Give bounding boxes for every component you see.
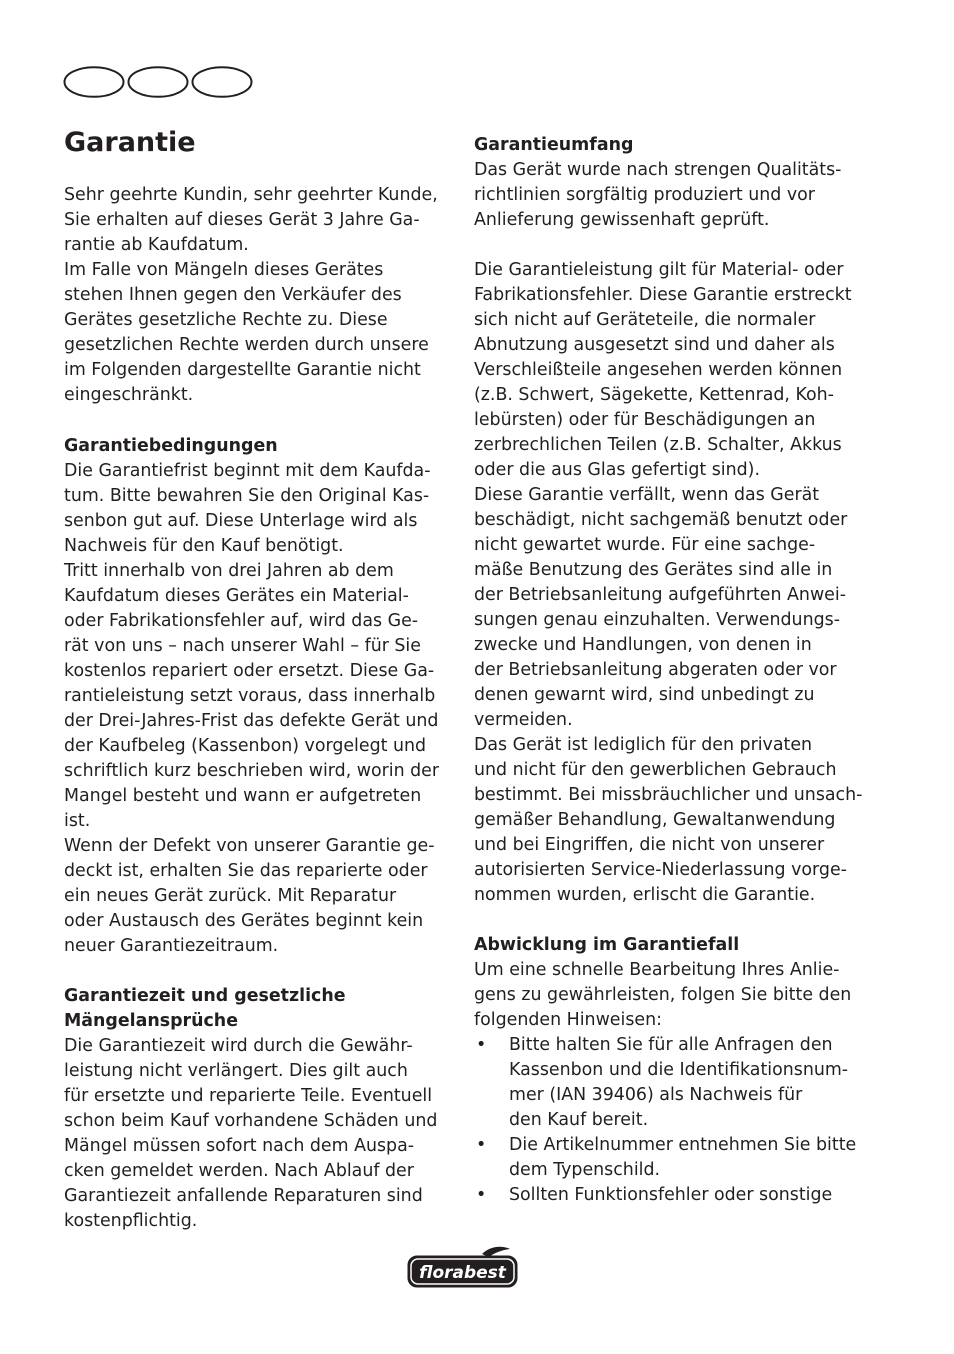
text-line: und nicht für den gewerblichen Gebrauch xyxy=(474,760,837,780)
text-line: der Kaufbeleg (Kassenbon) vorgelegt und xyxy=(64,736,427,756)
text-line: tum. Bitte bewahren Sie den Original Kas- xyxy=(64,486,430,506)
text-line: Wenn der Defekt von unserer Garantie ge- xyxy=(64,836,435,856)
text-line: nommen wurden, erlischt die Garantie. xyxy=(474,885,816,905)
text-line: schriftlich kurz beschrieben wird, worin der xyxy=(64,761,440,781)
text-line: Kassenbon und die Identifikationsnum- xyxy=(509,1060,849,1080)
text-line: der Betriebsanleitung aufgeführten Anwei- xyxy=(474,585,846,605)
text-line: richtlinien sorgfältig produziert und vor xyxy=(474,185,815,205)
text-line: dem Typenschild. xyxy=(509,1160,661,1180)
text-line: und bei Eingriffen, die nicht von unserer xyxy=(474,835,825,855)
logo-text: florabest xyxy=(419,1263,506,1283)
text-line: Das Gerät ist lediglich für den privaten xyxy=(474,735,813,755)
text-line: rantieleistung setzt voraus, dass innerhalb xyxy=(64,686,436,706)
text-line: Die Artikelnummer entnehmen Sie bitte xyxy=(509,1135,857,1155)
text-line: für ersetzte und reparierte Teile. Eventuell xyxy=(64,1086,433,1106)
text-line: schon beim Kauf vorhandene Schäden und xyxy=(64,1111,438,1131)
section-heading: Garantieumfang xyxy=(474,135,634,155)
text-line: oder Austausch des Gerätes beginnt kein xyxy=(64,911,424,931)
text-line: oder die aus Glas gefertigt sind). xyxy=(474,460,760,480)
text-line: ein neues Gerät zurück. Mit Reparatur xyxy=(64,886,397,906)
text-line: Bitte halten Sie für alle Anfragen den xyxy=(509,1035,833,1055)
text-line: Tritt innerhalb von drei Jahren ab dem xyxy=(64,561,394,581)
text-line: autorisierten Service-Niederlassung vorge- xyxy=(474,860,847,880)
florabest-logo xyxy=(406,1245,519,1290)
text-line: vermeiden. xyxy=(474,710,573,730)
list-item xyxy=(474,1133,869,1183)
text-line: gens zu gewährleisten, folgen Sie bitte den xyxy=(474,985,852,1005)
text-line: Sollten Funktionsfehler oder sonstige xyxy=(509,1185,833,1205)
page-title: Garantie xyxy=(64,127,196,158)
list-item xyxy=(474,1033,869,1133)
text-line: denen gewarnt wird, sind unbedingt zu xyxy=(474,685,815,705)
scope-section xyxy=(474,133,869,233)
conditions-section xyxy=(64,434,459,959)
text-line: Fabrikationsfehler. Diese Garantie erstreckt xyxy=(474,285,852,305)
list-item xyxy=(474,1183,869,1208)
bullet-icon: • xyxy=(476,1135,487,1155)
text-line: lebürsten) oder für Beschädigungen an xyxy=(474,410,816,430)
language-oval-1 xyxy=(65,67,124,97)
text-line: stehen Ihnen gegen den Verkäufer des xyxy=(64,285,402,305)
text-line: senbon gut auf. Diese Unterlage wird als xyxy=(64,511,418,531)
text-line: mer (IAN 39406) als Nachweis für xyxy=(509,1085,803,1105)
text-line: rantie ab Kaufdatum. xyxy=(64,235,249,255)
text-line: den Kauf bereit. xyxy=(509,1110,649,1130)
text-line: Anlieferung gewissenhaft geprüft. xyxy=(474,210,770,230)
text-line: Sehr geehrte Kundin, sehr geehrter Kunde, xyxy=(64,185,438,205)
text-line: Nachweis für den Kauf benötigt. xyxy=(64,536,344,556)
text-line: Diese Garantie verfällt, wenn das Gerät xyxy=(474,485,820,505)
claim-section xyxy=(474,933,869,1208)
text-line: im Folgenden dargestellte Garantie nicht xyxy=(64,360,421,380)
text-line: Mangel besteht und wann er aufgetreten xyxy=(64,786,422,806)
text-line: eingeschränkt. xyxy=(64,385,194,405)
text-line: Verschleißteile angesehen werden können xyxy=(474,360,843,380)
section-heading: Mängelansprüche xyxy=(64,1011,238,1031)
text-line: oder Fabrikationsfehler auf, wird das Ge- xyxy=(64,611,419,631)
text-line: Sie erhalten auf dieses Gerät 3 Jahre Ga- xyxy=(64,210,420,230)
text-line: Um eine schnelle Bearbeitung Ihres Anlie- xyxy=(474,960,840,980)
language-ovals xyxy=(63,66,253,98)
text-line: sungen genau einzuhalten. Verwendungs- xyxy=(474,610,840,630)
text-line: ist. xyxy=(64,811,91,831)
text-line: Abnutzung ausgesetzt sind und daher als xyxy=(474,335,835,355)
text-line: Die Garantiefrist beginnt mit dem Kaufda- xyxy=(64,461,431,481)
text-line: kostenpflichtig. xyxy=(64,1211,198,1231)
text-line: nicht gewartet wurde. Für eine sachge- xyxy=(474,535,816,555)
text-line: bestimmt. Bei missbräuchlicher und unsach- xyxy=(474,785,863,805)
text-line: kostenlos repariert oder ersetzt. Diese Ga- xyxy=(64,661,435,681)
text-line: Das Gerät wurde nach strengen Qualitäts- xyxy=(474,160,842,180)
text-line: beschädigt, nicht sachgemäß benutzt oder xyxy=(474,510,848,530)
text-line: leistung nicht verlängert. Dies gilt auch xyxy=(64,1061,408,1081)
text-line: gesetzlichen Rechte werden durch unsere xyxy=(64,335,429,355)
text-line: neuer Garantiezeitraum. xyxy=(64,936,279,956)
logo-leaf-icon xyxy=(482,1247,510,1257)
text-line: Kaufdatum dieses Gerätes ein Material- xyxy=(64,586,409,606)
text-line: Die Garantiezeit wird durch die Gewähr- xyxy=(64,1036,413,1056)
text-line: sich nicht auf Geräteteile, die normaler xyxy=(474,310,816,330)
text-line: Mängel müssen sofort nach dem Auspa- xyxy=(64,1136,415,1156)
language-oval-3 xyxy=(193,67,252,97)
text-line: (z.B. Schwert, Sägekette, Kettenrad, Koh- xyxy=(474,385,834,405)
bullet-icon: • xyxy=(476,1185,487,1205)
intro-paragraph xyxy=(64,183,459,408)
text-line: zerbrechlichen Teilen (z.B. Schalter, Akkus xyxy=(474,435,842,455)
language-oval-2 xyxy=(129,67,188,97)
bullet-icon: • xyxy=(476,1035,487,1055)
text-line: gemäßer Behandlung, Gewaltanwendung xyxy=(474,810,836,830)
text-line: Gerätes gesetzliche Rechte zu. Diese xyxy=(64,310,388,330)
text-line: Garantiezeit anfallende Reparaturen sind xyxy=(64,1186,423,1206)
text-line: mäße Benutzung des Gerätes sind alle in xyxy=(474,560,833,580)
text-line: Im Falle von Mängeln dieses Gerätes xyxy=(64,260,384,280)
text-line: folgenden Hinweisen: xyxy=(474,1010,662,1030)
text-line: Die Garantieleistung gilt für Material- oder xyxy=(474,260,844,280)
text-line: der Betriebsanleitung abgeraten oder vor xyxy=(474,660,837,680)
text-line: deckt ist, erhalten Sie das reparierte oder xyxy=(64,861,428,881)
text-line: zwecke und Handlungen, von denen in xyxy=(474,635,812,655)
text-line: rät von uns – nach unserer Wahl – für Sie xyxy=(64,636,421,656)
section-heading: Garantiebedingungen xyxy=(64,436,278,456)
scope-paragraph-2 xyxy=(474,258,869,908)
warranty-period-section xyxy=(64,984,459,1234)
text-line: cken gemeldet werden. Nach Ablauf der xyxy=(64,1161,414,1181)
section-heading: Garantiezeit und gesetzliche xyxy=(64,986,346,1006)
section-heading: Abwicklung im Garantiefall xyxy=(474,935,740,955)
text-line: der Drei-Jahres-Frist das defekte Gerät und xyxy=(64,711,439,731)
